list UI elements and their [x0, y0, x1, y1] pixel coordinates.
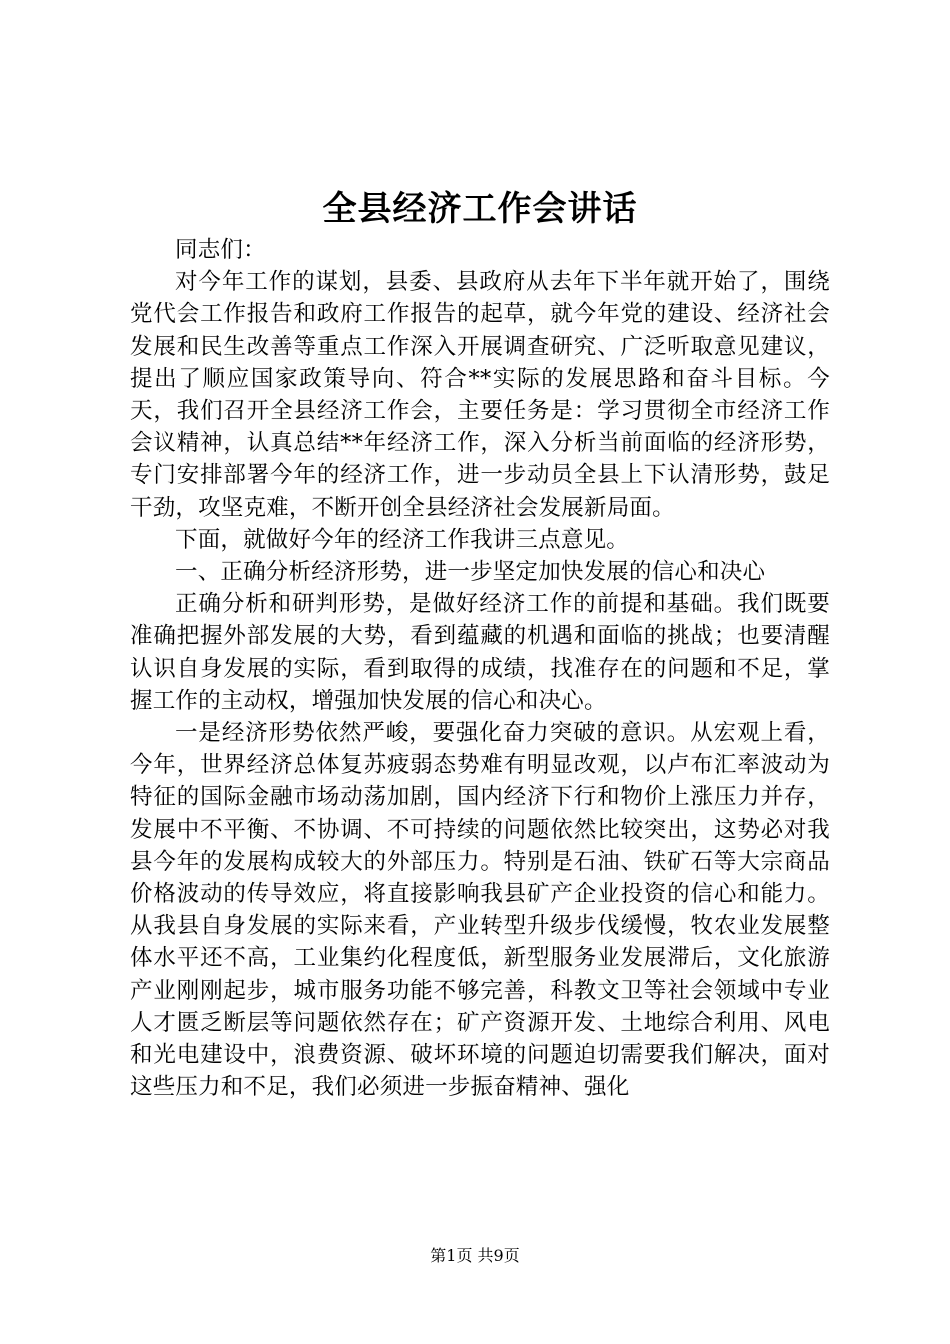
- page-footer: 第1页 共9页: [430, 1246, 520, 1265]
- paragraph-intro: 对今年工作的谋划，县委、县政府从去年下半年就开始了，围绕党代会工作报告和政府工作报告的起草，就今年党的建设、经济社会发展和民生改善等重点工作深入开展调查研究、广泛听取意见建议，提出了顺应国家政策导向、符合**实际的发展思路和奋斗目标。今天，我们召开全县经济工作会，主要任务是：学习贯彻全市经济工作会议精神，认真总结**年经济工作，深入分析当前面临的经济形势，专门安排部署今年的经济工作，进一步动员全县上下认清形势，鼓足干劲，攻坚克难，不断开创全县经济社会发展新局面。: [130, 269, 830, 521]
- section-heading-1: 一、正确分析经济形势，进一步坚定加快发展的信心和决心: [175, 559, 766, 586]
- paragraph-point-1: 一是经济形势依然严峻，要强化奋力突破的意识。从宏观上看，今年，世界经济总体复苏疲弱态势难有明显改观，以卢布汇率波动为特征的国际金融市场动荡加剧，国内经济下行和物价上涨压力并存，发展中不平衡、不协调、不可持续的问题依然比较突出，这势必对我县今年的发展构成较大的外部压力。特别是石油、铁矿石等大宗商品价格波动的传导效应，将直接影响我县矿产企业投资的信心和能力。从我县自身发展的实际来看，产业转型升级步伐缓慢，牧农业发展整体水平还不高，工业集约化程度低，新型服务业发展滞后，文化旅游产业刚刚起步，城市服务功能不够完善，科教文卫等社会领域中专业人才匮乏断层等问题依然存在；矿产资源开发、土地综合利用、风电和光电建设中，浪费资源、破坏环境的问题迫切需要我们解决，面对这些压力和不足，我们必须进一步振奋精神、强化: [130, 720, 830, 1101]
- paragraph-analysis: 正确分析和研判形势，是做好经济工作的前提和基础。我们既要准确把握外部发展的大势，看到蕴藏的机遇和面临的挑战；也要清醒认识自身发展的实际，看到取得的成绩，找准存在的问题和不足，掌握工作的主动权，增强加快发展的信心和决心。: [130, 591, 830, 714]
- salutation: 同志们：: [175, 237, 266, 263]
- document-page: [130, 186, 830, 1103]
- document-title: 全县经济工作会讲话: [322, 189, 638, 229]
- paragraph-transition: 下面，就做好今年的经济工作我讲三点意见。: [175, 526, 630, 553]
